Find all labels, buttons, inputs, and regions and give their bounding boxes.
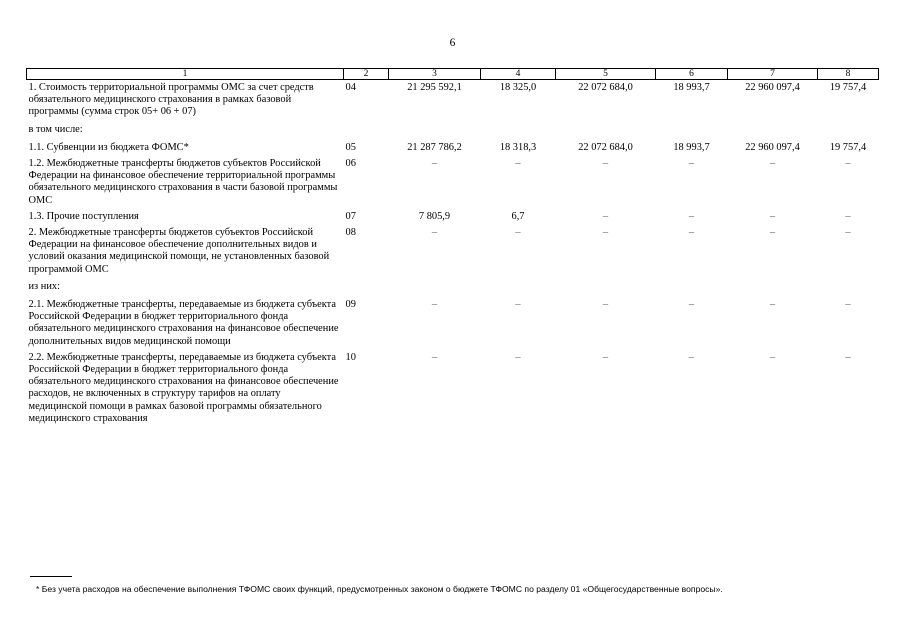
row-value-col-7: –	[769, 158, 776, 170]
table-body	[27, 80, 879, 428]
row-value-col-4: 18 318,3	[499, 141, 537, 153]
row-code: 04	[345, 82, 356, 93]
row-value-col-3: –	[431, 351, 438, 363]
row-value-col-8: –	[845, 351, 851, 363]
table-row	[27, 350, 879, 427]
row-value-col-4: 6,7	[511, 210, 525, 222]
row-value-col-4: –	[515, 351, 521, 363]
table-row	[27, 80, 879, 121]
row-value-col-3: 21 295 592,1	[407, 82, 462, 93]
row-value-col-5: –	[602, 158, 609, 170]
row-value-col-6: –	[688, 227, 695, 239]
row-value-col-3: 21 287 786,2	[407, 141, 462, 153]
row-name: 2. Межбюджетные трансферты бюджетов субъектов Российской Федерации на финансовое обеспечение дополнительных видов и условий оказания медицинской помощи, не установленных базовой программой ОМС	[28, 227, 330, 275]
row-value-col-6: 18 993,7	[673, 141, 710, 153]
row-value-col-7: 22 960 097,4	[745, 141, 800, 153]
row-name: 1. Стоимость территориальной программы ОМС за счет средств обязательного медицинского страхования в рамках базовой программы (сумма строк 05+ 06 + 07)	[28, 82, 314, 118]
row-code: 09	[345, 299, 356, 311]
row-name: 1.3. Прочие поступления	[28, 210, 139, 222]
row-value-col-3: –	[431, 227, 438, 239]
row-value-col-6: –	[688, 351, 695, 363]
row-value-col-5: –	[602, 299, 609, 311]
page-number: 6	[449, 37, 456, 49]
row-value-col-3: 7 805,9	[418, 210, 451, 222]
subheader-row	[27, 121, 879, 140]
row-code: 08	[345, 227, 356, 239]
subheader-label: в том числе:	[28, 123, 83, 135]
column-number-1: 1	[27, 69, 344, 80]
subheader-row	[27, 278, 879, 297]
row-value-col-7: –	[769, 210, 776, 222]
row-value-col-7: 22 960 097,4	[745, 82, 800, 93]
row-value-col-5: –	[602, 351, 609, 363]
column-number-7: 7	[728, 69, 818, 80]
row-name: 1.1. Субвенции из бюджета ФОМС*	[28, 141, 189, 153]
row-code: 07	[345, 210, 356, 222]
budget-table	[26, 68, 879, 427]
row-value-col-5: 22 072 684,0	[578, 82, 633, 93]
row-name: 2.1. Межбюджетные трансферты, передаваемые из бюджета субъекта Российской Федерации в бюджет территориального фонда обязательного медицинского страхования на финансовое обеспечение дополнительных видов медицинской помощи	[28, 299, 339, 347]
row-value-col-6: –	[688, 299, 695, 311]
row-value-col-7: –	[769, 227, 776, 239]
row-value-col-4: –	[515, 227, 521, 239]
row-value-col-8: –	[845, 210, 851, 222]
row-value-col-5: –	[602, 210, 609, 222]
footnote: * Без учета расходов на обеспечение выполнения ТФОМС своих функций, предусмотренных законом о бюджете ТФОМС по разделу 01 «Общегосударственные вопросы».	[36, 584, 723, 594]
row-value-col-4: –	[515, 158, 521, 170]
row-value-col-8: –	[845, 299, 851, 311]
table-row	[27, 225, 879, 278]
row-value-col-4: 18 325,0	[499, 82, 537, 93]
column-number-5: 5	[556, 69, 656, 80]
row-code: 10	[345, 351, 356, 363]
row-value-col-6: –	[688, 158, 695, 170]
column-number-4: 4	[481, 69, 556, 80]
subheader-label: из них:	[28, 280, 60, 292]
row-value-col-6: 18 993,7	[673, 82, 710, 93]
row-name: 1.2. Межбюджетные трансферты бюджетов субъектов Российской Федерации на финансовое обеспечение территориальной программы обязательного медицинского страхования в части базовой программы ОМС	[28, 158, 338, 206]
column-number-3: 3	[389, 69, 481, 80]
row-value-col-3: –	[431, 299, 438, 311]
row-value-col-8: 19 757,4	[829, 141, 867, 153]
row-code: 05	[345, 141, 356, 153]
row-value-col-5: 22 072 684,0	[578, 141, 633, 153]
column-number-8: 8	[818, 69, 879, 80]
row-value-col-6: –	[688, 210, 695, 222]
column-number-row	[27, 69, 879, 80]
row-value-col-8: –	[845, 227, 851, 239]
row-value-col-4: –	[515, 299, 521, 311]
row-name: 2.2. Межбюджетные трансферты, передаваемые из бюджета субъекта Российской Федерации в бюджет территориального фонда обязательного медицинского страхования на финансовое обеспечение расходов, не включенных в структуру тарифов на оплату медицинской помощи в рамках базовой программы обязательного медицинского страхования	[28, 351, 339, 424]
row-value-col-8: –	[845, 158, 851, 170]
row-code: 06	[345, 158, 356, 170]
row-value-col-8: 19 757,4	[829, 82, 867, 93]
row-value-col-5: –	[602, 227, 609, 239]
table-row	[27, 297, 879, 350]
row-value-col-3: –	[431, 158, 438, 170]
table-row	[27, 209, 879, 225]
column-number-6: 6	[656, 69, 728, 80]
table-row	[27, 156, 879, 209]
row-value-col-7: –	[769, 299, 776, 311]
row-value-col-7: –	[769, 351, 776, 363]
column-number-2: 2	[344, 69, 389, 80]
table-row	[27, 140, 879, 156]
footnote-separator	[30, 576, 72, 577]
